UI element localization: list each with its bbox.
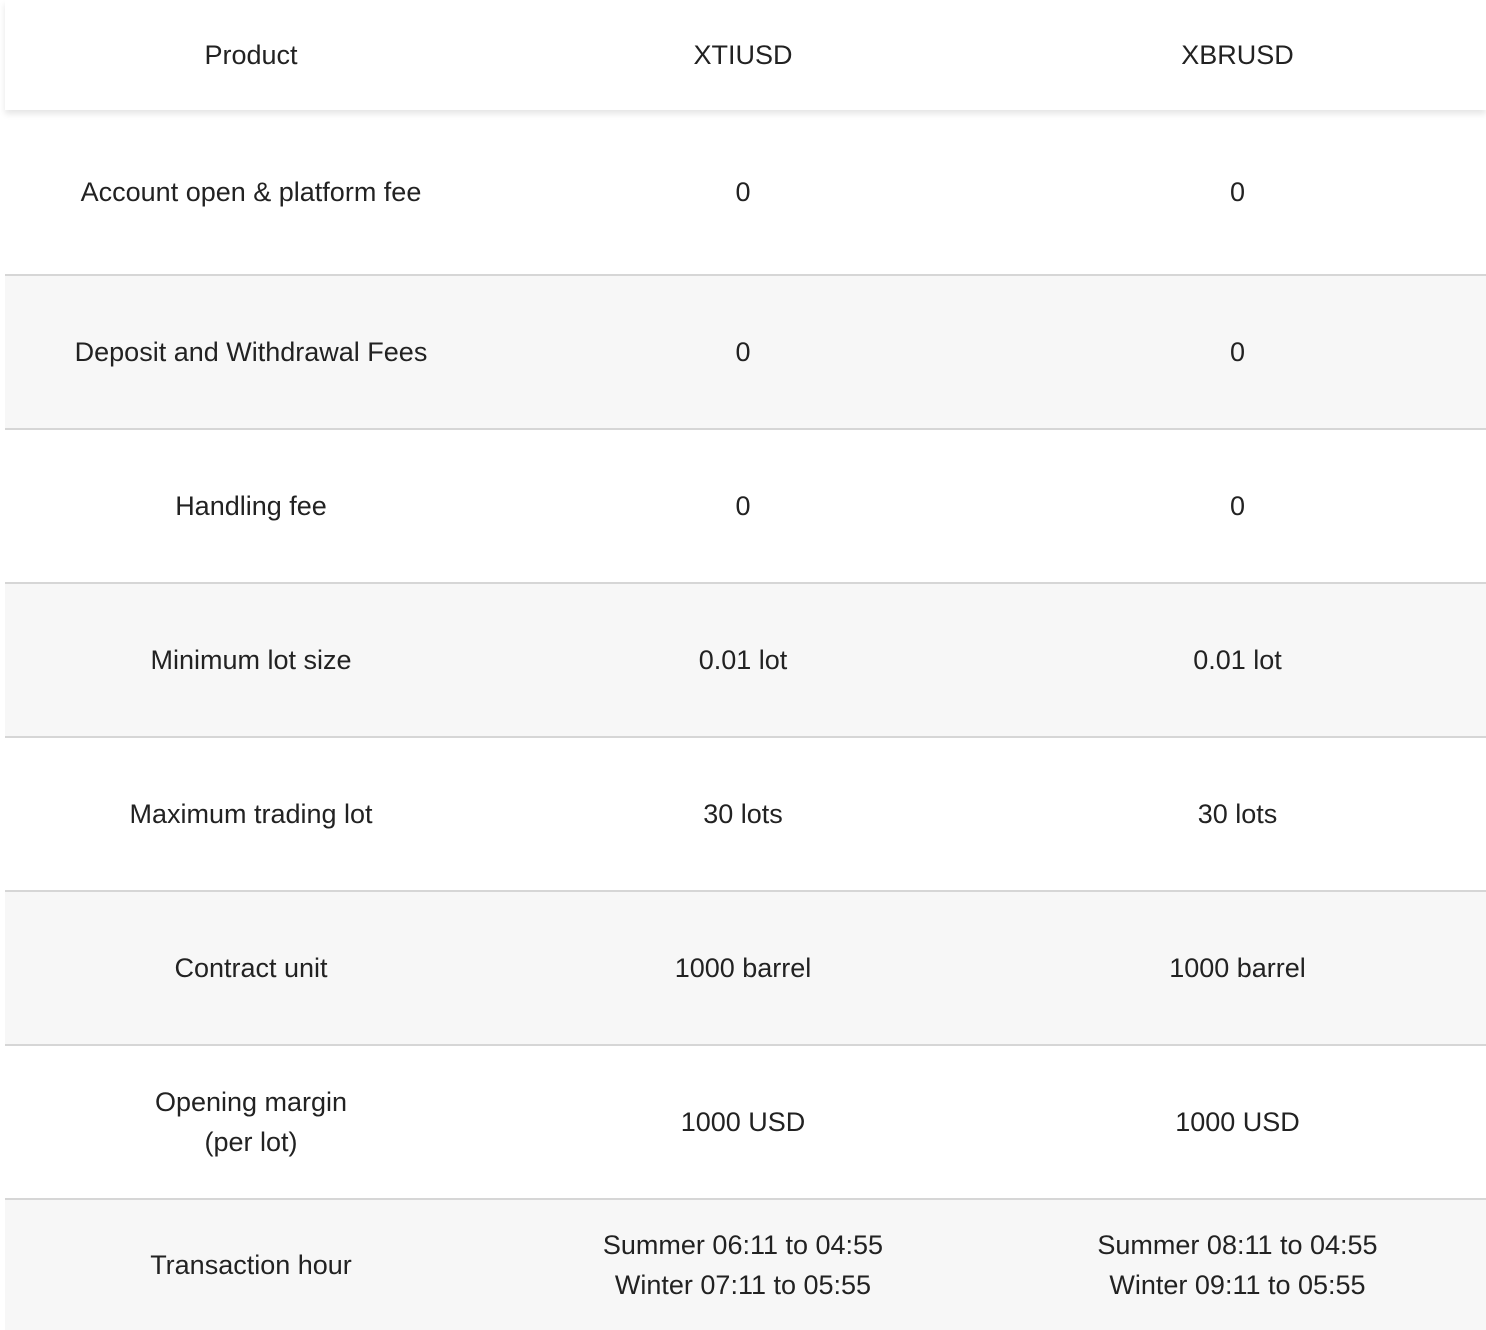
header-product: Product (204, 40, 298, 70)
xbrusd-value: 30 lots (1197, 799, 1278, 829)
row-label: Account open & platform fee (80, 177, 422, 207)
table-row (5, 430, 1486, 584)
table-row (5, 1200, 1486, 1330)
xbrusd-value: 0 (1229, 337, 1246, 367)
xtiusd-value: 1000 barrel (674, 953, 812, 983)
xbrusd-value: 1000 barrel (1169, 953, 1306, 983)
xbrusd-value: 0.01 lot (1193, 645, 1282, 675)
xtiusd-value: 0 (735, 337, 751, 367)
xtiusd-value: 30 lots (703, 799, 783, 829)
xbrusd-value: Summer 08:11 to 04:55 Winter 09:11 to 05:55 (1097, 1230, 1378, 1300)
row-label: Handling fee (175, 491, 327, 521)
xbrusd-value: 0 (1229, 491, 1246, 521)
table-row (5, 1046, 1486, 1200)
row-label: Minimum lot size (150, 645, 352, 675)
table-row (5, 276, 1486, 430)
table-row (5, 892, 1486, 1046)
xtiusd-value: 0 (735, 491, 751, 521)
xtiusd-value: Summer 06:11 to 04:55 Winter 07:11 to 05:55 (602, 1230, 884, 1300)
xtiusd-value: 1000 USD (680, 1107, 806, 1137)
header-xbrusd: XBRUSD (1181, 40, 1294, 70)
row-label: Transaction hour (150, 1250, 352, 1280)
table-header-row (5, 0, 1486, 110)
xtiusd-value: 0.01 lot (698, 645, 788, 675)
table-row (5, 584, 1486, 738)
table-row (5, 738, 1486, 892)
xbrusd-value: 0 (1229, 177, 1246, 207)
row-label: Deposit and Withdrawal Fees (74, 337, 428, 367)
header-xtiusd: XTIUSD (693, 40, 793, 70)
product-comparison-table (5, 0, 1486, 1330)
row-label: Opening margin (per lot) (154, 1087, 348, 1157)
table-row (5, 110, 1486, 276)
row-label: Maximum trading lot (129, 799, 373, 829)
xtiusd-value: 0 (735, 177, 751, 207)
xbrusd-value: 1000 USD (1175, 1107, 1300, 1137)
row-label: Contract unit (174, 953, 328, 983)
